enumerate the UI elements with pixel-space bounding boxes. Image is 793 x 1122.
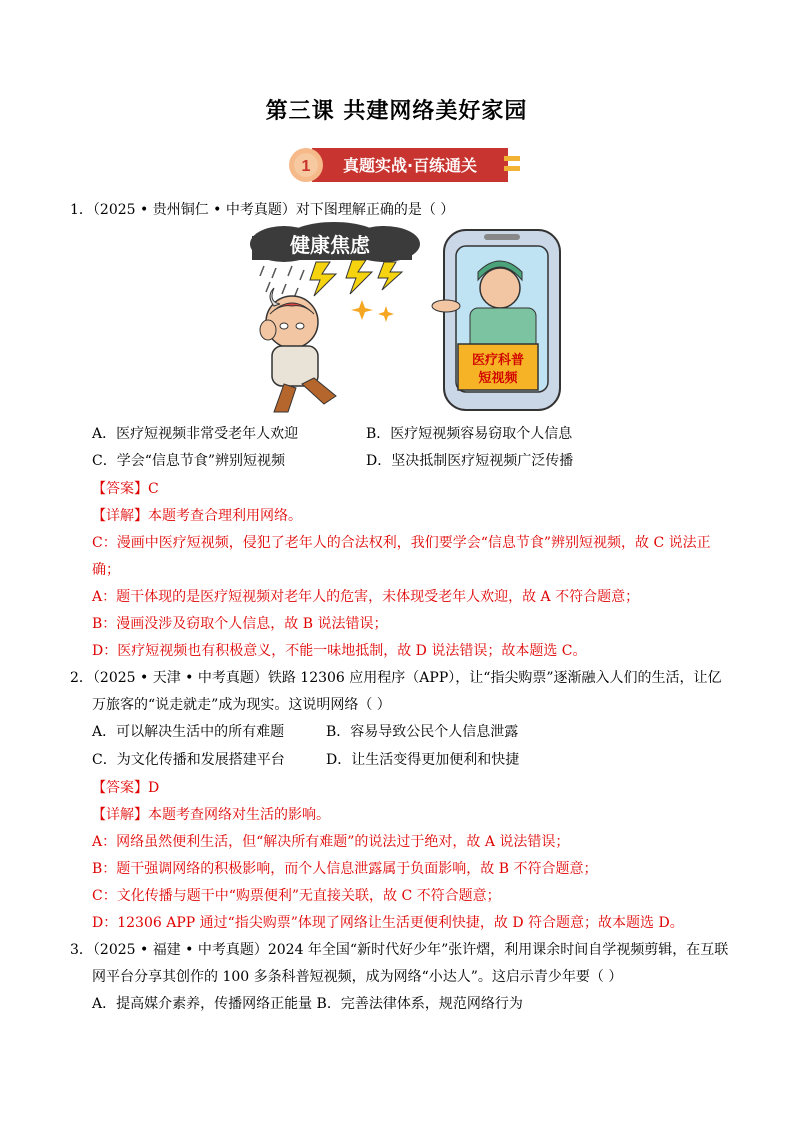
q3-stem: 3．（2025 • 福建 • 中考真题）2024 年全国“新时代好少年”张许熠，利用课余时间自学视频剪辑，在互联 [70, 942, 729, 958]
q1-stem: 1．（2025 • 贵州铜仁 • 中考真题）对下图理解正确的是（ ） [70, 202, 455, 218]
cloud-caption: 健康焦虑 [290, 233, 370, 257]
sign-text-line2: 短视频 [478, 371, 518, 386]
q1-analysis-line: 确； [92, 562, 120, 578]
banner-number: 1 [301, 158, 311, 175]
q2-analysis-line: A：网络虽然便利生活，但“解决所有难题”的说法过于绝对，故 A 说法错误； [92, 834, 570, 850]
q2-stem: 2．（2025 • 天津 • 中考真题）铁路 12306 应用程序（APP），让“指尖购票”逐渐融入人们的生活，让亿 [70, 670, 722, 686]
q1-option-d: D．坚决抵制医疗短视频广泛传播 [366, 453, 574, 469]
page-title: 第三课 共建网络美好家园 [265, 99, 528, 124]
q2-detail: 【详解】本题考查网络对生活的影响。 [92, 807, 330, 823]
q2-option-c: C．为文化传播和发展搭建平台 [92, 752, 285, 768]
sign-text-line1: 医疗科普 [471, 353, 525, 368]
q1-option-c: C．学会“信息节食”辨别短视频 [92, 453, 286, 469]
section-banner [288, 146, 524, 184]
q2-answer: 【答案】D [92, 780, 160, 796]
q3-stem-continued: 网平台分享其创作的 100 多条科普短视频，成为网络“小达人”。这启示青少年要（ ） [92, 969, 623, 985]
q2-analysis-line: D：12306 APP 通过“指尖购票”体现了网络让生活更便利快捷，故 D 符合题意；故本题选 D。 [92, 915, 684, 931]
q2-stem-continued: 万旅客的“说走就走”成为现实。这说明网络（ ） [92, 697, 391, 713]
q1-option-b: B．医疗短视频容易窃取个人信息 [366, 426, 573, 442]
q2-option-d: D．让生活变得更加便利和快捷 [326, 752, 520, 768]
q3-options: A．提高媒介素养，传播网络正能量 B．完善法律体系，规范网络行为 [92, 996, 523, 1012]
q1-detail: 【详解】本题考查合理利用网络。 [92, 508, 302, 524]
q1-analysis-line: C：漫画中医疗短视频，侵犯了老年人的合法权利，我们要学会“信息节食”辨别短视频，故 C 说法正 [92, 535, 711, 551]
q1-option-a: A．医疗短视频非常受老年人欢迎 [92, 426, 299, 442]
q1-analysis-line: B：漫画没涉及窃取个人信息，故 B 说法错误； [92, 616, 388, 632]
q2-option-b: B．容易导致公民个人信息泄露 [326, 724, 519, 740]
q1-analysis-line: D：医疗短视频也有积极意义，不能一味地抵制，故 D 说法错误；故本题选 C。 [92, 643, 587, 659]
q2-option-a: A．可以解决生活中的所有难题 [92, 724, 285, 740]
q2-analysis-line: C：文化传播与题干中“购票便利”无直接关联，故 C 不符合题意； [92, 888, 501, 904]
q1-analysis-line: A：题干体现的是医疗短视频对老年人的危害，未体现受老年人欢迎，故 A 不符合题意； [92, 589, 640, 605]
q1-answer: 【答案】C [92, 481, 159, 497]
q2-analysis-line: B：题干强调网络的积极影响，而个人信息泄露属于负面影响，故 B 不符合题意； [92, 861, 598, 877]
banner-label: 真题实战·百练通关 [342, 156, 478, 175]
q1-cartoon-illustration [244, 222, 570, 414]
